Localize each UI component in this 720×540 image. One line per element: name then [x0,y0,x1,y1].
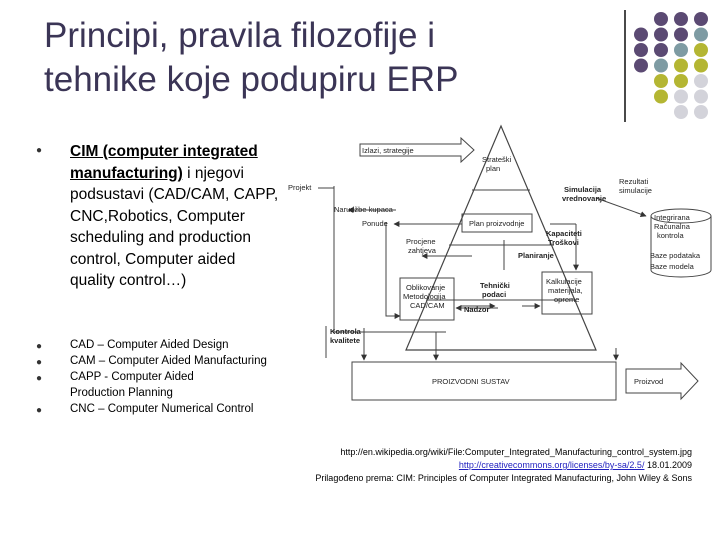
label-simulacija-1: Simulacija [564,185,602,194]
decorative-dot [674,12,688,26]
label-ponude: Ponude [362,219,388,228]
decorative-dot [654,12,668,26]
decorative-dot [674,28,688,42]
bullet-marker: ● [36,405,43,416]
decorative-dot [654,43,668,57]
label-oblikovanje-2: Metodologija [403,292,446,301]
slide-title-line1: Principi, pravila filozofije i [44,16,435,55]
label-baza-5: Baze modela [650,262,694,271]
bullet-marker: ● [36,357,43,368]
label-tehnicki-2: podaci [482,290,507,299]
label-projekt: Projekt [288,183,312,192]
label-plan: Plan proizvodnje [469,219,525,228]
decorative-dot [674,43,688,57]
label-nadzor: Nadzor [464,305,490,314]
decorative-dot [674,90,688,104]
cim-control-system-diagram [286,120,712,403]
decorative-dot [694,43,708,57]
decorative-dot [694,12,708,26]
slide-title-line2: tehnike koje podupiru ERP [44,60,459,99]
decorative-dot [654,28,668,42]
label-strateski-1: Strateški [482,155,512,164]
cim-term: CIM (computer integrated manufacturing) [70,143,258,182]
decorative-dot [694,59,708,73]
decorative-dot [694,105,708,119]
decorative-dot [634,43,648,57]
label-rezultati-1: Rezultati [619,177,649,186]
bullet-cam: CAM – Computer Aided Manufacturing [70,355,267,367]
bullet-capp: CAPP - Computer Aided Production Planning [70,371,194,399]
label-kalkulacije-1: Kalkulacije [546,277,582,286]
decorative-dot [694,28,708,42]
decorative-dot [634,59,648,73]
label-baza-2: Računalna [654,222,690,231]
label-kontrola-2: kvalitete [330,336,361,345]
label-narudzbe: Narudžbe kupaca [334,205,393,214]
bullet-marker: ● [36,341,43,352]
label-oblikovanje-1: Oblikovanje [406,283,446,292]
label-planiranje: Planiranje [518,251,554,260]
label-baza-3: kontrola [657,231,684,240]
label-kontrola-1: Kontrola [330,327,361,336]
label-strateski-2: plan [486,164,501,173]
bullet-cnc: CNC – Computer Numerical Control [70,403,254,415]
decorative-dot [694,90,708,104]
slide-title [44,14,604,102]
label-kalkulacije-2: materijala, [548,286,583,295]
license-link[interactable]: http://creativecommons.org/licenses/by-sa/2.5/ [458,460,645,470]
reference-date: 18.01.2009 [644,460,692,470]
cim-description: i njegovi podsustavi (CAD/CAM, CAPP, CNC,Robotics, Computer scheduling and production control, Computer aided quality control…) [70,164,279,289]
bullet-cim [70,141,280,292]
decorative-dot [654,90,668,104]
label-procjene-2: zahtjeva [408,246,436,255]
decorative-dot [654,59,668,73]
label-oblikovanje-3: CAD/CAM [410,301,445,310]
reference-adapted-from: Prilagođeno prema: CIM: Principles of Computer Integrated Manufacturing, John Wiley & Sons [315,473,692,483]
label-baza-4: Baze podataka [650,251,701,260]
label-tehnicki-1: Tehnički [480,281,510,290]
title-divider [624,10,626,122]
label-kalkulacije-3: opreme [554,295,580,304]
bullet-marker: ● [36,145,43,156]
label-proizvod: Proizvod [634,377,664,386]
decorative-dot [674,105,688,119]
label-procjene-1: Procjene [406,237,436,246]
decorative-dot [694,74,708,88]
bullet-marker: ● [36,373,43,384]
label-baza-1: Integrirana [654,213,690,222]
bullet-cad: CAD – Computer Aided Design [70,339,229,351]
label-rezultati-2: simulacije [619,186,652,195]
label-proizvodni-sustav: PROIZVODNI SUSTAV [432,377,510,386]
decorative-dot-grid [633,11,717,119]
decorative-dot [674,59,688,73]
decorative-dot [654,74,668,88]
label-izlazi: Izlazi, strategije [362,146,414,155]
references [315,446,692,485]
label-kapaciteti-2: Troškovi [548,238,579,247]
label-kapaciteti-1: Kapaciteti [546,229,582,238]
decorative-dot [634,28,648,42]
reference-source-url: http://en.wikipedia.org/wiki/File:Computer_Integrated_Manufacturing_control_system.jpg [340,447,692,457]
decorative-dot [674,74,688,88]
label-simulacija-2: vrednovanje [562,194,607,203]
